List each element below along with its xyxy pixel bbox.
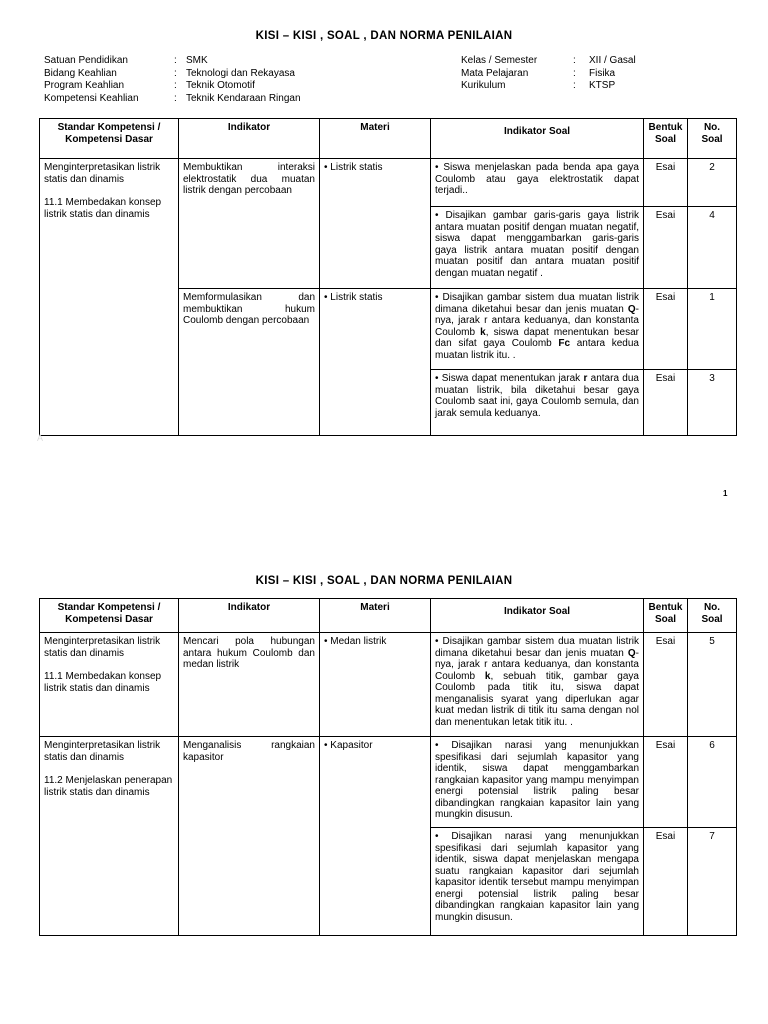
no-soal-cell: 3 — [688, 370, 737, 436]
header-no-soal: No. Soal — [688, 119, 737, 159]
info-colon: : — [174, 80, 177, 91]
header-bentuk-soal: Bentuk Soal — [644, 119, 688, 159]
indikator-cell: Menganalisis rangkaian kapasitor — [179, 737, 320, 936]
info-value: SMK — [186, 55, 208, 66]
info-colon: : — [573, 80, 576, 91]
info-label: Kurikulum — [461, 80, 506, 91]
bentuk-soal-cell: Esai — [644, 633, 688, 737]
info-colon: : — [174, 55, 177, 66]
bentuk-soal-cell: Esai — [644, 370, 688, 436]
standar-kompetensi-text: Menginterpretasikan listrik statis dan dinamis — [44, 636, 161, 659]
info-value: KTSP — [589, 80, 616, 91]
header-materi: Materi — [320, 599, 431, 633]
indikator-soal-cell: • Disajikan gambar sistem dua muatan listrik dimana diketahui besar dan jenis muatan Q-nya, jarak r antara keduanya, dan konstanta Coulomb k, sebuah titik, gambar gaya Coulomb pada titik itu, siswa dapat menganalisis syarat yang diperlukan agar kuat medan listrik di titik itu sama dengan nol dan menentukan letak titik itu. . — [431, 633, 644, 737]
info-value: Teknik Kendaraan Ringan — [186, 92, 301, 104]
watermark-letter: A — [37, 433, 44, 443]
indikator-soal-cell: • Siswa menjelaskan pada benda apa gaya Coulomb atau gaya elektrostatik dapat terjadi.. — [431, 159, 644, 207]
identity-info-right — [461, 55, 636, 93]
info-label: Mata Pelajaran — [461, 67, 529, 79]
table-row — [40, 633, 737, 737]
kompetensi-dasar-text: 11.1 Membedakan konsep listrik statis dan dinamis — [44, 197, 162, 220]
kompetensi-dasar-text: 11.2 Menjelaskan penerapan listrik statis dan dinamis — [44, 775, 173, 798]
indikator-cell: Memformulasikan dan membuktikan hukum Coulomb dengan percobaan — [179, 289, 320, 436]
materi-cell: • Medan listrik — [320, 633, 431, 737]
table-row — [40, 737, 737, 828]
info-colon: : — [174, 92, 177, 104]
kompetensi-cell — [40, 633, 179, 737]
table-row — [40, 159, 737, 207]
bentuk-soal-cell: Esai — [644, 737, 688, 828]
indikator-soal-cell: • Disajikan gambar garis-garis gaya listrik antara muatan positif dengan muatan negatif, siswa dapat menggambarkan garis-garis gaya listrik antara muatan positif dengan muatan positif dan antara muatan positif dengan muatan negatif . — [431, 207, 644, 289]
info-value: Teknik Otomotif — [186, 80, 255, 91]
info-value: Teknologi dan Rekayasa — [186, 67, 295, 79]
indikator-soal-cell: • Disajikan gambar sistem dua muatan listrik dimana diketahui besar dan jenis muatan Q-nya, jarak r antara keduanya, dan konstanta Coulomb k, siswa dapat menentukan besar dan sifat gaya Coulomb Fc antara kedua muatan listrik itu. . — [431, 289, 644, 370]
no-soal-cell: 5 — [688, 633, 737, 737]
indikator-soal-cell: • Disajikan narasi yang menunjukkan spesifikasi dari sejumlah kapasitor yang identik, siswa dapat menggambarkan rangkaian kapasitor yang mampu menyimpan energi potensial listrik paling besar dibandingkan rangkaian kapasitor lain yang mungkin disusun. — [431, 737, 644, 828]
info-colon: : — [573, 67, 576, 79]
no-soal-cell: 1 — [688, 289, 737, 370]
header-standar-kompetensi: Standar Kompetensi / Kompetensi Dasar — [40, 119, 179, 159]
header-indikator-soal: Indikator Soal — [431, 119, 644, 159]
no-soal-cell: 2 — [688, 159, 737, 207]
standar-kompetensi-text: Menginterpretasikan listrik statis dan dinamis — [44, 740, 161, 763]
info-colon: : — [573, 55, 576, 66]
header-materi: Materi — [320, 119, 431, 159]
kisi-table-page2 — [39, 598, 737, 936]
indikator-cell: Mencari pola hubungan antara hukum Coulomb dan medan listrik — [179, 633, 320, 737]
page-number: 1 — [723, 489, 728, 498]
materi-cell: • Listrik statis — [320, 159, 431, 289]
info-label: Kelas / Semester — [461, 55, 538, 66]
kisi-table-page1 — [39, 118, 737, 436]
bentuk-soal-cell: Esai — [644, 207, 688, 289]
header-indikator: Indikator — [179, 119, 320, 159]
info-value: Fisika — [589, 67, 616, 79]
header-standar-kompetensi: Standar Kompetensi / Kompetensi Dasar — [40, 599, 179, 633]
materi-cell: • Listrik statis — [320, 289, 431, 436]
indikator-soal-cell: • Disajikan narasi yang menunjukkan spesifikasi dari sejumlah kapasitor yang identik, siswa dapat menjelaskan mengapa suatu rangkaian kapasitor dari sejumlah kapasitor identik tersebut mampu menyimpan energi potensial listrik paling besar dibandingkan rangkaian kapasitor lain yang mungkin disusun. — [431, 828, 644, 936]
identity-info-left — [44, 55, 301, 105]
info-label: Satuan Pendidikan — [44, 55, 128, 66]
header-bentuk-soal: Bentuk Soal — [644, 599, 688, 633]
bentuk-soal-cell: Esai — [644, 828, 688, 936]
info-label: Program Keahlian — [44, 80, 125, 91]
no-soal-cell: 7 — [688, 828, 737, 936]
bentuk-soal-cell: Esai — [644, 159, 688, 207]
indikator-cell: Membuktikan interaksi elektrostatik dua muatan listrik dengan percobaan — [179, 159, 320, 289]
no-soal-cell: 4 — [688, 207, 737, 289]
header-indikator: Indikator — [179, 599, 320, 633]
info-label: Kompetensi Keahlian — [44, 92, 139, 104]
kompetensi-cell — [40, 159, 179, 436]
info-label: Bidang Keahlian — [44, 67, 117, 79]
document-title: KISI – KISI , SOAL , DAN NORMA PENILAIAN — [255, 30, 513, 42]
header-indikator-soal: Indikator Soal — [431, 599, 644, 633]
info-colon: : — [174, 67, 177, 79]
bentuk-soal-cell: Esai — [644, 289, 688, 370]
document-title-page2: KISI – KISI , SOAL , DAN NORMA PENILAIAN — [255, 575, 513, 587]
kompetensi-cell — [40, 737, 179, 936]
info-value: XII / Gasal — [589, 55, 636, 66]
materi-cell: • Kapasitor — [320, 737, 431, 936]
header-no-soal: No. Soal — [688, 599, 737, 633]
kompetensi-dasar-text: 11.1 Membedakan konsep listrik statis dan dinamis — [44, 671, 162, 694]
indikator-soal-cell: • Siswa dapat menentukan jarak r antara dua muatan listrik, bila diketahui besar gaya Coulomb saat ini, gaya Coulomb semula, dan jarak semula keduanya. — [431, 370, 644, 436]
standar-kompetensi-text: Menginterpretasikan listrik statis dan dinamis — [44, 162, 161, 185]
no-soal-cell: 6 — [688, 737, 737, 828]
